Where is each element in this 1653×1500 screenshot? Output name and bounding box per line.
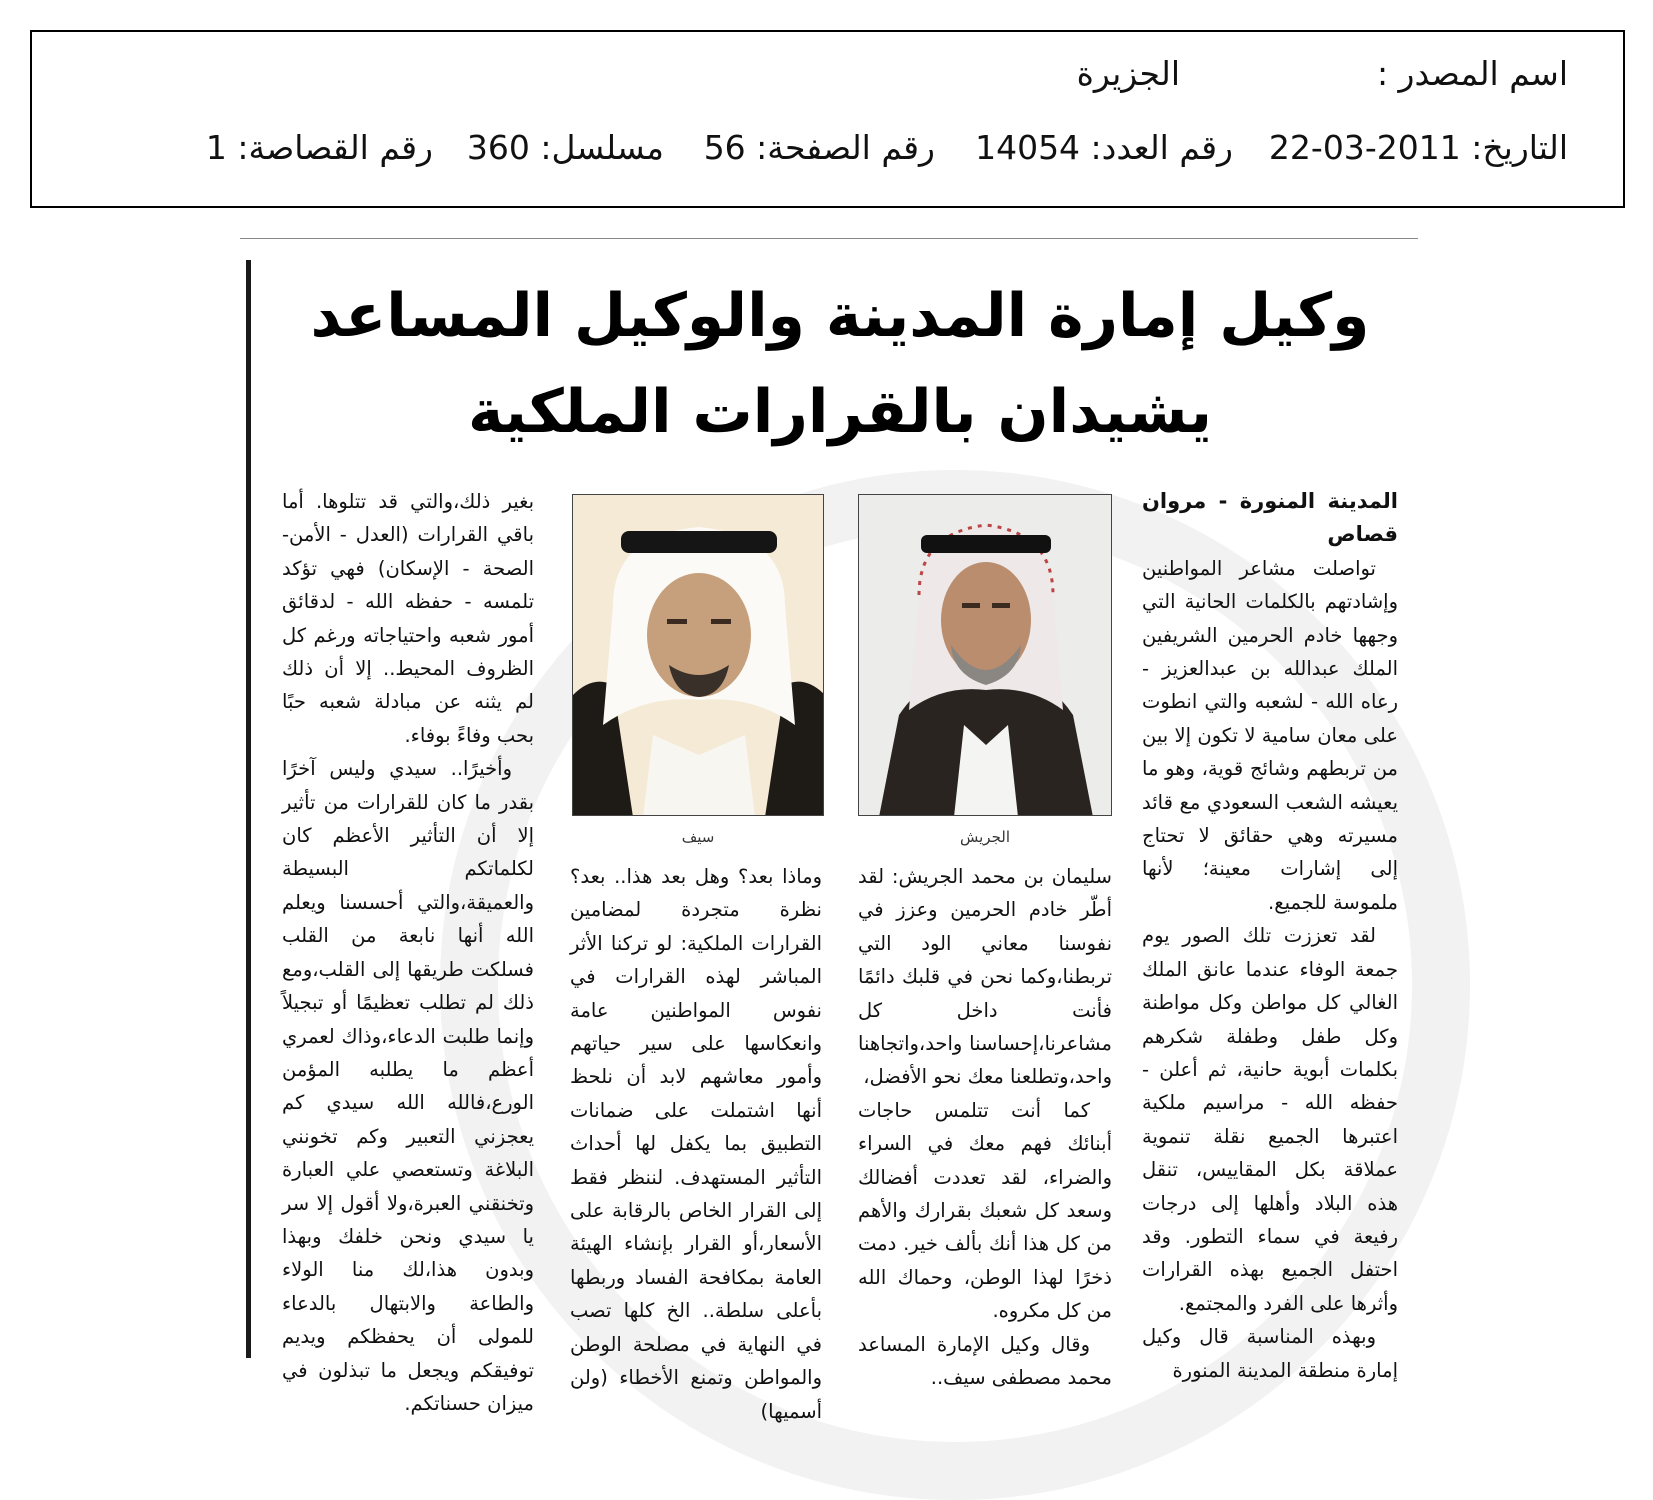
source-value: الجزيرة — [1076, 54, 1180, 93]
portrait-photo-aljuraish — [858, 494, 1112, 816]
portrait-saif-illustration — [573, 495, 824, 816]
issue-number-field: رقم العدد: 14054 — [975, 128, 1233, 167]
photo-caption-saif: سيف — [681, 828, 715, 846]
headline-line-1: وكيل إمارة المدينة والوكيل المساعد — [310, 281, 1370, 351]
column-2-paragraph: سليمان بن محمد الجريش: لقد أطّر خادم الحرمين وعزز في نفوسنا معاني الود التي تربطنا،وكما نحن في قلبك دائمًا فأنت داخل كل مشاعرنا،إحساسنا واحد،واتجاهنا واحد،وتطلعنا معك نحو الأفضل، — [858, 865, 1112, 1089]
top-divider — [240, 238, 1418, 239]
left-border-bar — [246, 260, 251, 1358]
page-number-field: رقم الصفحة: 56 — [703, 128, 935, 167]
source-label: اسم المصدر : — [1376, 54, 1568, 93]
column-4-paragraph: بغير ذلك،والتي قد تتلوها. أما باقي القرارات (العدل - الأمن- الصحة - الإسكان) فهي تؤكد تلمسه - حفظه الله - لدقائق أمور شعبه واحتياجاته ورغم كل الظروف المحيط.. إلا أن ذلك لم يثنه عن مبادلة شعبه حبًا بحب وفاءً بوفاء. — [282, 490, 534, 747]
article-column-2 — [858, 860, 1112, 1395]
photo-caption-aljuraish: الجريش — [960, 828, 1010, 846]
column-4-paragraph: وأخيرًا.. سيدي وليس آخرًا بقدر ما كان للقرارات من تأثير إلا أن التأثير الأعظم كان لكلماتكم البسيطة والعميقة،والتي أحسسنا ويعلم الله أنها نابعة من القلب فسلكت طريقها إلى القلب،ومع ذلك لم تطلب تعظيمًا أو تبجيلاً وإنما طلبت الدعاء،وذاك لعمري أعظم ما يطلبه المؤمن الورع،فالله الله سيدي كم يعجزني التعبير وكم تخونني البلاغة وتستعصي علي العبارة وتخنقني العبرة،ولا أقول إلا سر يا سيدي ونحن خلفك وبهذا وبدون هذا،لك منا الولاء والطاعة والابتهال بالدعاء للمولى أن يحفظكم ويديم توفيقكم ويجعل ما تبذلون في ميزان حسناتكم. — [282, 757, 534, 1415]
portrait-aljuraish-illustration — [859, 495, 1112, 816]
column-3-paragraph: وماذا بعد؟ وهل بعد هذا.. بعد؟ نظرة متجردة لمضامين القرارات الملكية: لو تركنا الأثر المباشر لهذه القرارات في نفوس المواطنين عامة وانعكاسها على سير حياتهم وأمور معاشهم لابد أن نلحظ أنها اشتملت على ضمانات التطبيق بما يكفل لها أحداث التأثير المستهدف. لننظر فقط إلى القرار الخاص بالرقابة على الأسعار،أو القرار بإنشاء الهيئة العامة بمكافحة الفساد وربطها بأعلى سلطة.. الخ كلها تصب في النهاية في مصلحة الوطن والمواطن وتمنع الأخطاء (ولن أسميها) — [570, 865, 822, 1423]
article-column-4 — [282, 485, 534, 1420]
portrait-photo-saif — [572, 494, 824, 816]
article-headline — [300, 268, 1380, 460]
serial-number-field: مسلسل: 360 — [466, 128, 664, 167]
date-field: التاريخ: 2011-03-22 — [1268, 128, 1568, 167]
article-column-3 — [570, 860, 822, 1428]
column-1-paragraph: تواصلت مشاعر المواطنين وإشادتهم بالكلمات الحانية التي وجهها خادم الحرمين الشريفين الملك عبدالله بن عبدالعزيز - رعاه الله - لشعبه والتي انطوت على معان سامية لا تكون إلا بين من تربطهم وشائج قوية، وهو ما يعيشه الشعب السعودي مع قائد مسيرته وهي حقائق لا تحتاج إلى إشارات معينة؛ لأنها ملموسة للجميع. — [1142, 556, 1398, 914]
column-2-paragraph: وقال وكيل الإمارة المساعد محمد مصطفى سيف.. — [858, 1332, 1112, 1390]
column-1-paragraph: لقد تعززت تلك الصور يوم جمعة الوفاء عندما عانق الملك الغالي كل مواطن وكل مواطنة وكل طفل وطفلة شكرهم بكلمات أبوية حانية، ثم أعلن - حفظه الله - مراسيم ملكية اعتبرها الجميع نقلة تنموية عملاقة بكل المقاييس، تنقل هذه البلاد وأهلها إلى درجات رفيعة في سماء التطور. وقد احتفل الجميع بهذه القرارات وأثرها على الفرد والمجتمع. — [1142, 924, 1398, 1315]
clipping-number-field: رقم القصاصة: 1 — [205, 128, 433, 167]
byline: المدينة المنورة - مروان قصاص — [1142, 489, 1398, 547]
source-metadata-box — [30, 30, 1625, 208]
article-column-1 — [1142, 485, 1398, 1387]
publication-details-row — [87, 128, 1568, 172]
headline-line-2: يشيدان بالقرارات الملكية — [468, 377, 1212, 447]
source-row — [87, 54, 1568, 98]
column-1-paragraph: وبهذه المناسبة قال وكيل إمارة منطقة المدينة المنورة — [1142, 1325, 1398, 1382]
column-2-paragraph: كما أنت تتلمس حاجات أبنائك فهم معك في السراء والضراء، لقد تعددت أفضالك وسعد كل شعبك بقرارك والأهم من كل هذا أنك بألف خير. دمت ذخرًا لهذا الوطن، وحماك الله من كل مكروه. — [858, 1098, 1112, 1323]
